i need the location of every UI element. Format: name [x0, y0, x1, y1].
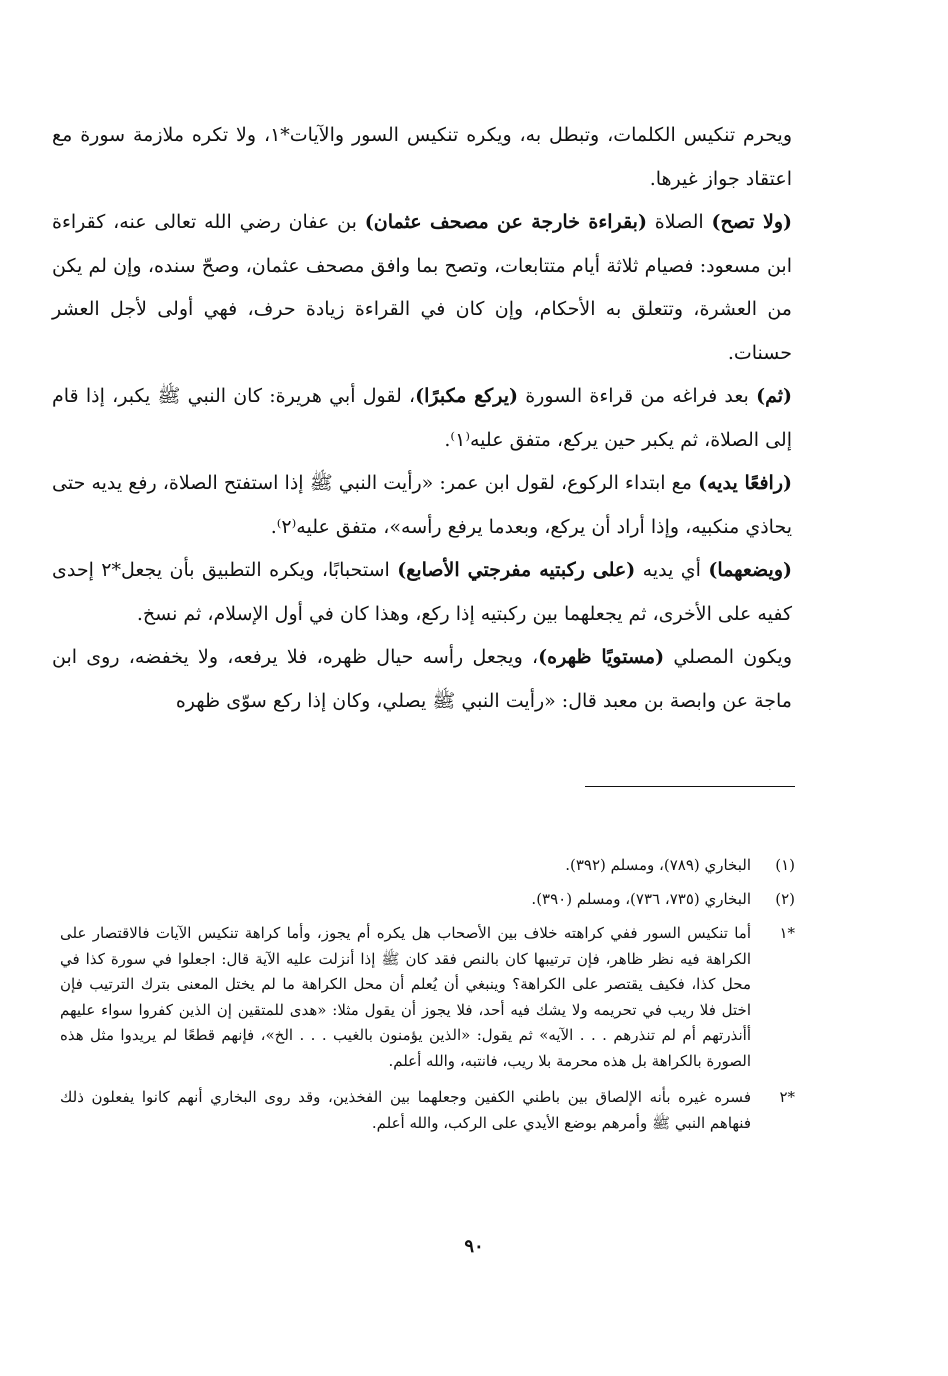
paragraph-1-text: ويحرم تنكيس الكلمات، وتبطل به، ويكره تنكيس السور والآيات*١، ولا تكره ملازمة سورة مع اعتقاد جواز غيرها.	[52, 124, 792, 190]
paragraph-5-text-1: أي يديه	[635, 559, 709, 581]
footnote-marker: *١	[779, 924, 795, 942]
footnote-note-2	[60, 1085, 795, 1136]
footnote-marker: *٢	[779, 1088, 795, 1106]
paragraph-4-text-1: مع ابتداء الركوع، لقول ابن عمر: «رأيت النبي ﷺ إذا استفتح الصلاة، رفع يديه حتى يحاذي منكبيه، وإذا أراد أن يركع، وبعدما يرفع رأسه»، متفق عليه⁽٢⁾.	[52, 472, 792, 538]
paragraph-6-text-1: ويكون المصلي	[664, 646, 792, 668]
footnote-number: (١)	[775, 856, 795, 874]
paragraph-2-text-1: الصلاة	[646, 211, 712, 233]
paragraph-3-bold-2: (يركع مكبرًا)	[415, 385, 518, 407]
paragraph-5-bold-1: (ويضعهما)	[708, 559, 792, 581]
footnote-text: البخاري (٧٨٩)، ومسلم (٣٩٢).	[565, 856, 751, 874]
footnote-note-text: أما تنكيس السور ففي كراهته خلاف بين الأصحاب هل يكره أم يجوز، وأما كراهة تنكيس الآيات فالاقتصار على الكراهة فيه نظر ظاهر، فإن ترتيبها كان بالنص فقد كان ﷺ إذا أنزلت عليه الآية قال: اجعلوا في سورة كذا في محل كذا، فكيف يقتصر على الكراهة؟ وينبغي أن يُعلم أن محل الكراهة ما لم يختل المعنى بترك الترتيب فإن اختل فلا ريب في تحريمه ولا يشك فيه أحد، فلا يجوز أن يقول مثلا: «هدى للمتقين إن الذين كفروا سواء عليهم أأنذرتهم أم لم تنذرهم . . . الآيه» ثم يقول: «الذين يؤمنون بالغيب . . . الخ»، فإنهم قطعًا لم يريدوا مثل هذه الصورة بالكراهة بل هذه محرمة بلا ريب، فانتبه، والله أعلم.	[60, 924, 751, 1070]
paragraph-3-text-1: بعد فراغه من قراءة السورة	[517, 385, 757, 407]
paragraph-1	[52, 114, 792, 201]
main-text	[52, 114, 792, 723]
paragraph-5-bold-2: (على ركبتيه مفرجتي الأصابع)	[397, 559, 636, 581]
paragraph-4	[52, 462, 792, 549]
paragraph-2-bold-2: (بقراءة خارجة عن مصحف عثمان)	[364, 211, 647, 233]
paragraph-2-text-2: بن عفان رضي الله تعالى عنه، كقراءة ابن مسعود: فصيام ثلاثة أيام متتابعات، وتصح بما وافق مصحف عثمان، وصحّ سنده، وإن لم يكن من العشرة، وتتعلق به الأحكام، وإن كان في القراءة زيادة حرف، فهي أولى لأجل العشر حسنات.	[52, 211, 792, 364]
paragraph-2-bold-1: (ولا تصح)	[711, 211, 792, 233]
paragraph-4-bold-1: (رافعًا يديه)	[698, 472, 792, 494]
footnote-divider	[585, 786, 795, 787]
paragraph-2	[52, 201, 792, 375]
paragraph-6-text-2: ، ويجعل رأسه حيال ظهره، فلا يرفعه، ولا يخفضه، روى ابن ماجة عن وابصة بن معبد قال: «رأيت النبي ﷺ يصلي، وكان إذا ركع سوّى ظهره	[52, 646, 792, 712]
paragraph-3-bold-1: (ثم)	[756, 385, 792, 407]
footnote-reference-2	[60, 882, 795, 916]
footnote-reference-1	[60, 848, 795, 882]
footnote-text: البخاري (٧٣٥، ٧٣٦)، ومسلم (٣٩٠).	[531, 890, 751, 908]
paragraph-3-text-2: ، لقول أبي هريرة: كان النبي ﷺ يكبر، إذا قام إلى الصلاة، ثم يكبر حين يركع، متفق عليه⁽١⁾.	[52, 385, 792, 451]
footnote-number: (٢)	[775, 890, 795, 908]
paragraph-6-bold-1: (مستويًا ظهره)	[538, 646, 665, 668]
footnote-note-text: فسره غيره بأنه الإلصاق بين باطني الكفين وجعلهما بين الفخذين، وقد روى البخاري أنهم كانوا يفعلون ذلك فنهاهم النبي ﷺ وأمرهم بوضع الأيدي على الركب، والله أعلم.	[60, 1088, 751, 1132]
page-number: ٩٠	[464, 1236, 484, 1257]
paragraph-3	[52, 375, 792, 462]
paragraph-6	[52, 636, 792, 723]
footnote-note-1	[60, 921, 795, 1074]
paragraph-5	[52, 549, 792, 636]
paragraph-5-text-2: استحبابًا، ويكره التطبيق بأن يجعل*٢ إحدى كفيه على الأخرى، ثم يجعلهما بين ركبتيه إذا ركع، وهذا كان في أول الإسلام، ثم نسخ.	[52, 559, 792, 625]
footnotes	[60, 848, 795, 1136]
